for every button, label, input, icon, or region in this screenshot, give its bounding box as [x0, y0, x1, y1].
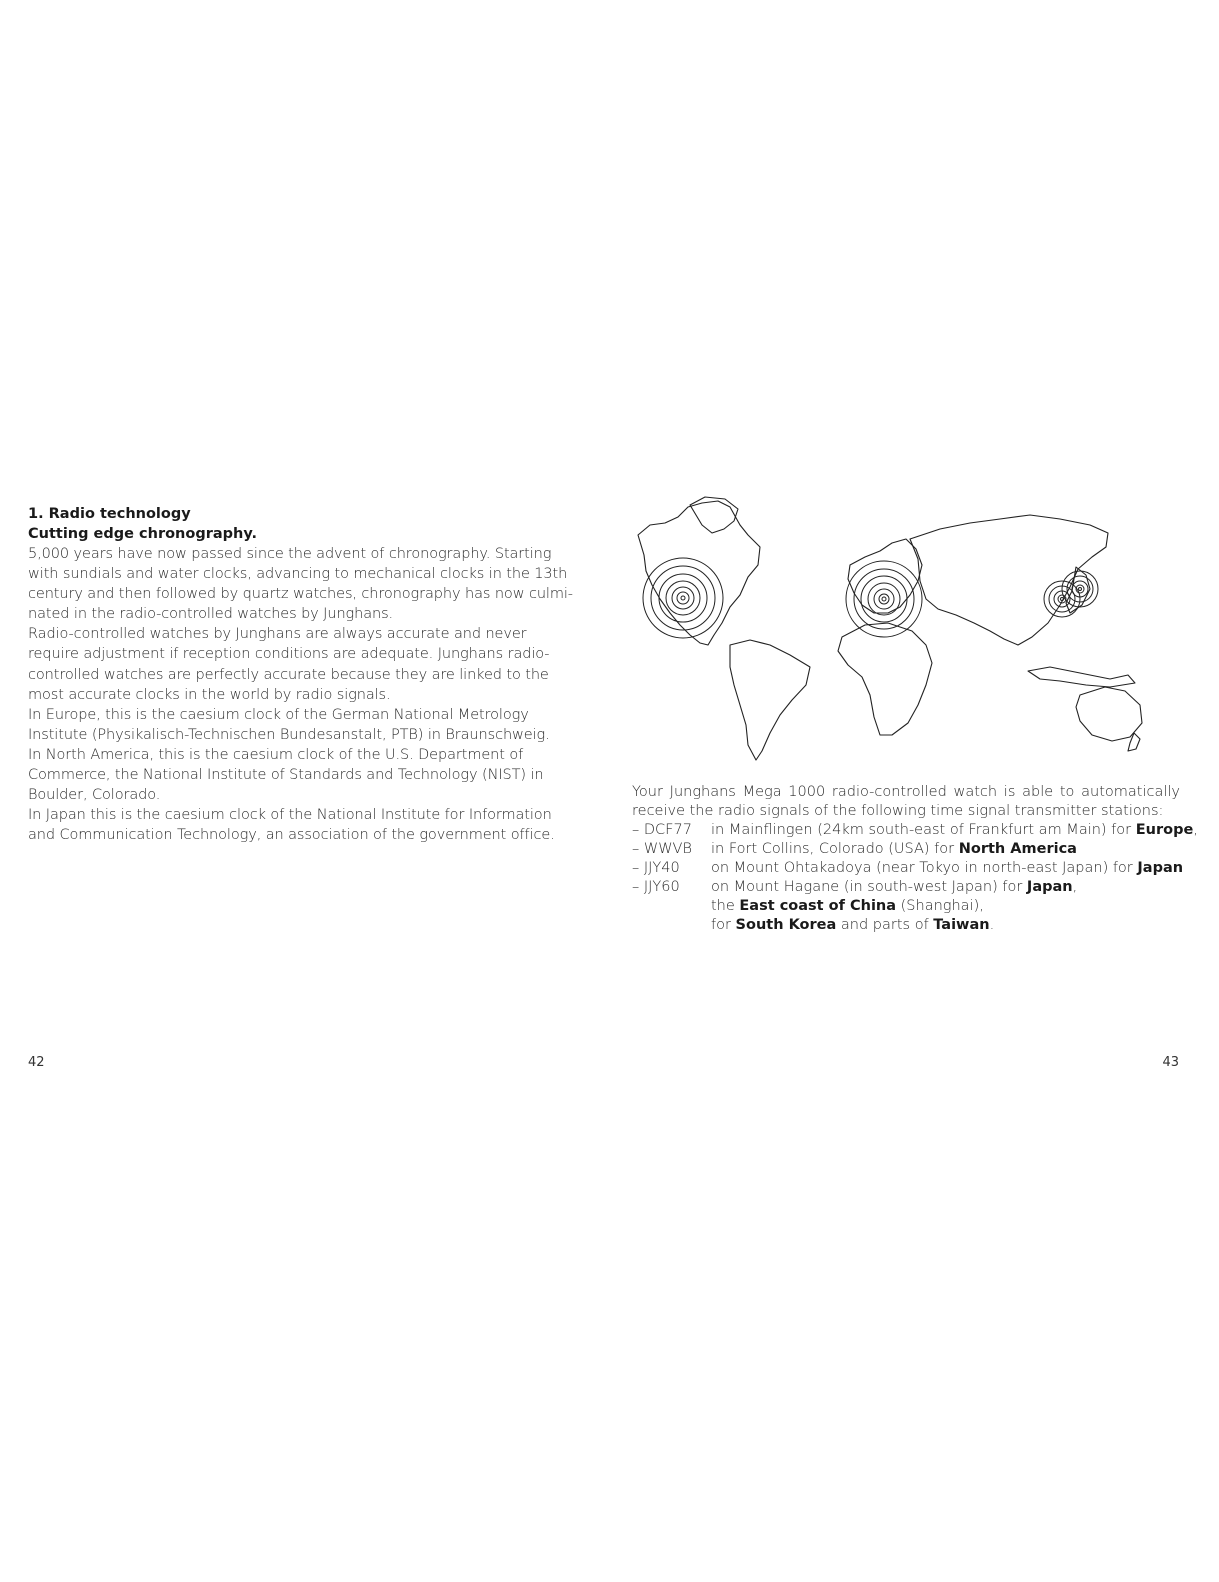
station-location: on Mount Hagane (in south-west Japan) for [711, 879, 1027, 895]
cont-mid: and parts of [836, 917, 934, 933]
page-number-left: 42 [28, 1055, 45, 1070]
station-location: in Fort Collins, Colorado (USA) for [711, 841, 959, 857]
station-code: – DCF77 [632, 822, 692, 838]
station-dcf77 [632, 821, 1198, 840]
cont-pre: for [711, 917, 736, 933]
paragraph-accuracy: Radio-controlled watches by Junghans are always accurate and never require adjustment if reception conditions are adequate. Junghans radio-controlled watches are perfectly accurate because they are linked to the most accurate clocks in the world by radio signals. [28, 626, 550, 703]
stations-intro: Your Junghans Mega 1000 radio-controlled watch is able to automatically receive the radio signals of the following time signal transmitter stations: [632, 784, 1180, 819]
station-location: in Mainflingen (24km south-east of Frankfurt am Main) for [711, 822, 1136, 838]
cont-post: (Shanghai), [896, 898, 984, 914]
station-code: – WWVB [632, 841, 692, 857]
station-region: North America [958, 841, 1077, 857]
wwvb-signal-range [643, 558, 723, 638]
station-suffix: , [1193, 822, 1198, 838]
paragraph-japan: In Japan this is the caesium clock of the National Institute for Information and Communication Technology, an association of the government office. [28, 807, 555, 844]
station-jjy60-continuation-2 [632, 916, 1180, 935]
station-description [711, 840, 1180, 859]
north-america-outline [638, 501, 760, 645]
paragraph-history: 5,000 years have now passed since the advent of chronography. Starting with sundials and water clocks, advancing to mechanical clocks in the 13th century and then followed by quartz watches, chronography has now culmi-nated in the radio-controlled watches by Junghans. [28, 546, 573, 623]
station-description [711, 859, 1183, 878]
station-location: on Mount Ohtakadoya (near Tokyo in north-east Japan) for [711, 860, 1138, 876]
paragraph-europe: In Europe, this is the caesium clock of the German National Metrology Institute (Physikalisch-Technischen Bundesanstalt, PTB) in Braunschweig. [28, 706, 550, 743]
australia-outline [1076, 687, 1142, 741]
greenland-outline [690, 497, 738, 533]
station-region: Europe [1135, 822, 1194, 838]
cont-region-korea: South Korea [735, 917, 837, 933]
south-america-outline [730, 640, 810, 760]
station-region: Japan [1026, 879, 1073, 895]
africa-outline [838, 623, 932, 735]
station-jjy60 [632, 878, 1180, 897]
new-zealand-outline [1128, 733, 1140, 751]
station-jjy40 [632, 859, 1184, 878]
indonesia-outline [1028, 667, 1135, 687]
paragraph-north-america: In North America, this is the caesium clock of the U.S. Department of Commerce, the National Institute of Standards and Technology (NIST) in Boulder, Colorado. [28, 746, 544, 804]
cont-post: . [989, 917, 995, 933]
jjy60-signal-range [1044, 581, 1080, 617]
station-suffix: , [1072, 879, 1078, 895]
page-number-right: 43 [1162, 1055, 1179, 1070]
cont-region: East coast of China [739, 898, 897, 914]
left-page [28, 504, 573, 845]
station-jjy60-continuation-1 [632, 897, 1180, 916]
station-description [711, 821, 1198, 840]
station-description [711, 878, 1180, 897]
asia-outline [910, 515, 1108, 645]
station-code: – JJY60 [632, 879, 680, 895]
world-map-illustration [630, 495, 1150, 765]
station-region: Japan [1137, 860, 1184, 876]
section-heading: 1. Radio technology [28, 506, 191, 522]
station-code: – JJY40 [632, 860, 680, 876]
cont-pre: the [711, 898, 740, 914]
cont-region-taiwan: Taiwan [933, 917, 990, 933]
right-page [632, 783, 1198, 935]
section-subheading: Cutting edge chronography. [28, 526, 257, 542]
station-wwvb [632, 840, 1180, 859]
